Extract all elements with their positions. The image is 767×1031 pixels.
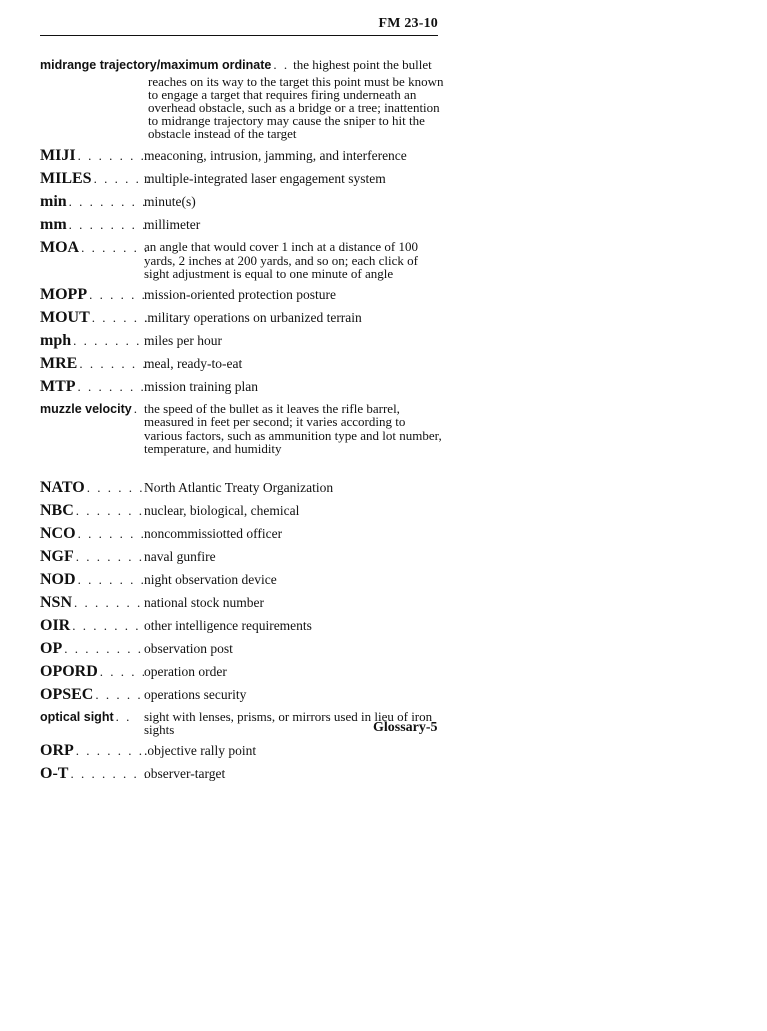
glossary-definition: operations security <box>144 686 247 702</box>
glossary-term: MOUT <box>40 308 90 326</box>
glossary-definition: observer-target <box>144 765 226 781</box>
glossary-entry-mm <box>40 215 445 234</box>
manual-number: FM 23-10 <box>378 16 438 31</box>
glossary-definition: minute(s) <box>144 194 196 209</box>
glossary-term: NBC <box>40 501 74 519</box>
dot-leader: . . . . . . . <box>75 548 145 564</box>
dot-leader: . . . . . . . . <box>68 217 148 232</box>
glossary-term: NGF <box>40 547 74 565</box>
glossary-definition: meal, ready-to-eat <box>144 355 243 371</box>
glossary-entry-midrange-trajectory <box>40 56 445 140</box>
glossary-term: OP <box>40 639 63 657</box>
glossary-entry-orp <box>40 741 445 760</box>
glossary-definition: operation order <box>144 663 227 679</box>
glossary-entry-miji <box>40 146 445 165</box>
dot-leader: . . . . . . <box>86 479 145 495</box>
glossary-entry-mtp <box>40 377 445 396</box>
dot-leader: . . . . . . . <box>77 148 146 163</box>
glossary-entry-nbc <box>40 501 445 520</box>
glossary-term: MILES <box>40 170 92 187</box>
glossary-entry-nato <box>40 478 445 497</box>
glossary-definition: sight with lenses, prisms, or mirrors used in lieu of iron sights <box>144 708 433 737</box>
glossary-term: MOA <box>40 239 80 256</box>
glossary-definition: mission training plan <box>144 378 258 394</box>
glossary-term: optical sight <box>40 709 114 724</box>
dot-leader: . . <box>115 708 132 724</box>
glossary-definition: the highest point the bullet <box>293 57 432 72</box>
glossary-definition-continued: reaches on its way to the target this point must be known to engage a target that requires firing underneath an overhead obstacle, such as a bridge or a tree; inattention to midrange trajectory may cause the sniper to hit the obstacle instead of the target <box>148 74 444 141</box>
glossary-term: ORP <box>40 741 74 759</box>
glossary-definition: miles per hour <box>144 332 222 348</box>
glossary-definition: an angle that would cover 1 inch at a distance of 100 yards, 2 inches at 200 yards, and so on; each click of sight adjustment is equal to one minute of angle <box>144 239 419 281</box>
dot-leader: . . . . . . . <box>77 525 146 541</box>
glossary-entry-o-t <box>40 764 445 783</box>
glossary-definition: meaconing, intrusion, jamming, and interference <box>144 148 407 163</box>
glossary-entry-opsec <box>40 685 445 704</box>
glossary-term: O-T <box>40 764 69 782</box>
glossary-entry-nsn <box>40 593 445 612</box>
glossary-entry-mph <box>40 331 445 350</box>
dot-leader: . . . . . . . <box>77 378 146 394</box>
glossary-entry-nod <box>40 570 445 589</box>
dot-leader: . . . . . . . <box>73 332 142 348</box>
glossary-definition: national stock number <box>144 594 264 610</box>
dot-leader: . . <box>273 57 290 72</box>
glossary-term: OPORD <box>40 662 98 680</box>
dot-leader: . . . . . . . <box>79 355 148 371</box>
glossary-definition: .objective rally point <box>144 742 257 758</box>
glossary-list <box>40 56 445 787</box>
dot-leader: . . . . . . . . <box>68 194 148 209</box>
glossary-term: NATO <box>40 478 85 496</box>
glossary-term: MRE <box>40 354 78 372</box>
dot-leader: . . . . . . <box>89 286 147 302</box>
glossary-entry-mopp <box>40 285 445 304</box>
dot-leader: . . . . . . <box>93 171 152 186</box>
dot-leader: . . . . . . . <box>75 502 145 518</box>
glossary-entry-op <box>40 639 445 658</box>
glossary-entry-muzzle-velocity <box>40 400 445 456</box>
glossary-entry-moa <box>40 238 445 281</box>
glossary-term: MIJI <box>40 147 76 164</box>
page-header <box>40 14 438 36</box>
glossary-definition: multiple-integrated laser engagement system <box>144 171 386 186</box>
glossary-definition: other intelligence requirements <box>144 617 312 633</box>
glossary-definition: North Atlantic Treaty Organization <box>144 479 334 495</box>
glossary-term: NCO <box>40 524 76 542</box>
glossary-entry-nco <box>40 524 445 543</box>
dot-leader: . . . . . . . <box>77 571 146 587</box>
glossary-term: NSN <box>40 593 73 611</box>
dot-leader: . . . . . <box>95 686 143 702</box>
glossary-definition: night observation device <box>144 571 277 587</box>
dot-leader: . . . . . . . <box>75 742 145 758</box>
dot-leader: . . . . . . . <box>74 594 143 610</box>
glossary-term: mm <box>40 216 67 233</box>
glossary-definition: noncommissiotted officer <box>144 525 283 541</box>
glossary-entry-mre <box>40 354 445 373</box>
dot-leader: . . . . . . . <box>72 617 141 633</box>
glossary-definition: observation post <box>144 640 233 656</box>
glossary-definition: millimeter <box>144 217 201 232</box>
glossary-term: NOD <box>40 570 76 588</box>
glossary-definition: the speed of the bullet as it leaves the rifle barrel, measured in feet per second; it varies according to various factors, such as ammunition type and lot number, temperature, and humidity <box>144 400 442 456</box>
page-number: Glossary-5 <box>373 720 438 735</box>
glossary-term: MTP <box>40 377 76 395</box>
dot-leader: . . . . . . . <box>81 240 150 255</box>
glossary-definition: mission-oriented protection posture <box>144 286 336 302</box>
glossary-term: muzzle velocity <box>40 401 132 416</box>
glossary-entry-miles <box>40 169 445 188</box>
glossary-entry-opord <box>40 662 445 681</box>
glossary-term: OIR <box>40 616 71 634</box>
glossary-entry-oir <box>40 616 445 635</box>
glossary-entry-min <box>40 192 445 211</box>
dot-leader: . <box>133 400 139 416</box>
dot-leader: . . . . . <box>99 663 148 679</box>
glossary-entry-ngf <box>40 547 445 566</box>
glossary-term: min <box>40 193 67 210</box>
dot-leader: . . . . . . <box>91 309 150 325</box>
glossary-term: mph <box>40 331 72 349</box>
glossary-definition: .military operations on urbanized terrain <box>144 309 362 325</box>
header-rule <box>40 35 438 36</box>
glossary-term: MOPP <box>40 285 88 303</box>
glossary-term: midrange trajectory/maximum ordinate <box>40 58 272 72</box>
dot-leader: . . . . . . . . <box>64 640 143 656</box>
dot-leader: . . . . . . . . <box>70 765 150 781</box>
glossary-term: OPSEC <box>40 685 94 703</box>
glossary-definition: nuclear, biological, chemical <box>144 502 300 518</box>
glossary-entry-mout <box>40 308 445 327</box>
glossary-definition: naval gunfire <box>144 548 216 564</box>
